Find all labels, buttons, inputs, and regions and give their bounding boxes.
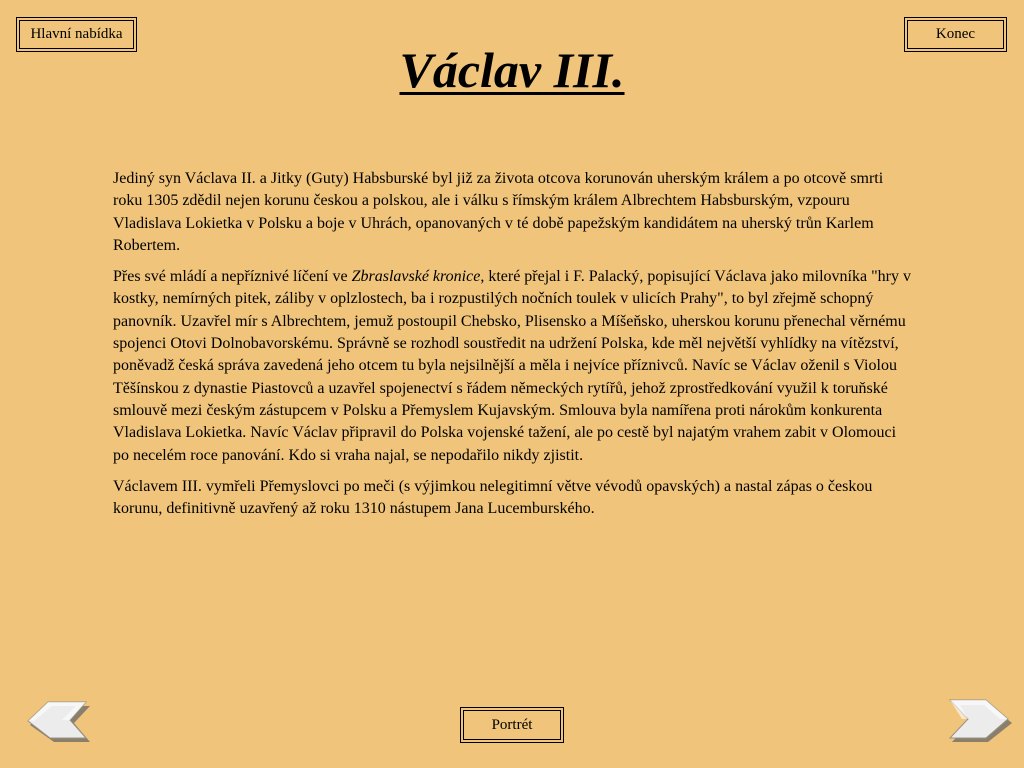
page-title-text: Václav III. xyxy=(399,42,625,98)
arrow-left-icon[interactable] xyxy=(26,700,90,746)
end-button[interactable]: Konec xyxy=(904,17,1007,52)
chronicle-title: Zbraslavské kronice xyxy=(351,268,481,286)
page-title xyxy=(0,40,1024,100)
paragraph-2 xyxy=(113,266,913,467)
main-menu-button[interactable]: Hlavní nabídka xyxy=(16,17,137,52)
paragraph-2-start: Přes své mládí a nepříznivé líčení ve xyxy=(113,268,352,286)
arrow-right-icon[interactable] xyxy=(948,698,1012,744)
paragraph-3: Václavem III. vymřeli Přemyslovci po meči (s výjimkou nelegitimní větve vévodů opavských) a nastal zápas o českou korunu, definitivně uzavřený až roku 1310 nástupem Jana Lucemburského. xyxy=(113,477,873,518)
article-body xyxy=(113,168,913,529)
paragraph-1: Jediný syn Václava II. a Jitky (Guty) Habsburské byl již za života otcova korunován uherským králem a po otcově smrti roku 1305 zdědil nejen korunu českou a polskou, ale i válku s římským králem Albrechtem Habsburským, vzpouru Vladislava Lokietka v Polsku a boje v Uhrách, opanovaných v té době papežským kandidátem na uherský trůn Karlem Robertem. xyxy=(113,170,884,254)
portrait-button[interactable]: Portrét xyxy=(460,707,564,743)
paragraph-2-rest: , které přejal i F. Palacký, popisující Václava jako milovníka "hry v kostky, nemírných pitek, záliby v oplzlostech, ba i rozpustilých nočních toulek v ulicích Prahy", to byl zřejmě schopný panovník. Uzavřel mír s Albrechtem, jemuž postoupil Chebsko, Plisensko a Míšeňsko, uherskou korunu přenechal věrnému spojenci Otovi Dolnobavorskému. Správně se rozhodl soustředit na udržení Polska, kde měl největší vyhlídky na vítězství, poněvadž česká správa zavedená jeho otcem tu byla nejsilnější a měla i nejvíce příznivců. Navíc se Václav oženil s Violou Těšínskou z dynastie Piastovců a uzavřel spojenectví s řádem německých rytířů, jehož zprostředkování využil k toruňské smlouvě mezi českým zástupcem v Polsku a Přemyslem Kujavským. Smlouva byla namířena proti nárokům konkurenta Vladislava Lokietka. Navíc Václav připravil do Polska vojenské tažení, ale po cestě byl najatým vrahem zabit v Olomouci po necelém roce panování. Kdo si vraha najal, se nepodařilo nikdy zjistit. xyxy=(113,268,911,464)
